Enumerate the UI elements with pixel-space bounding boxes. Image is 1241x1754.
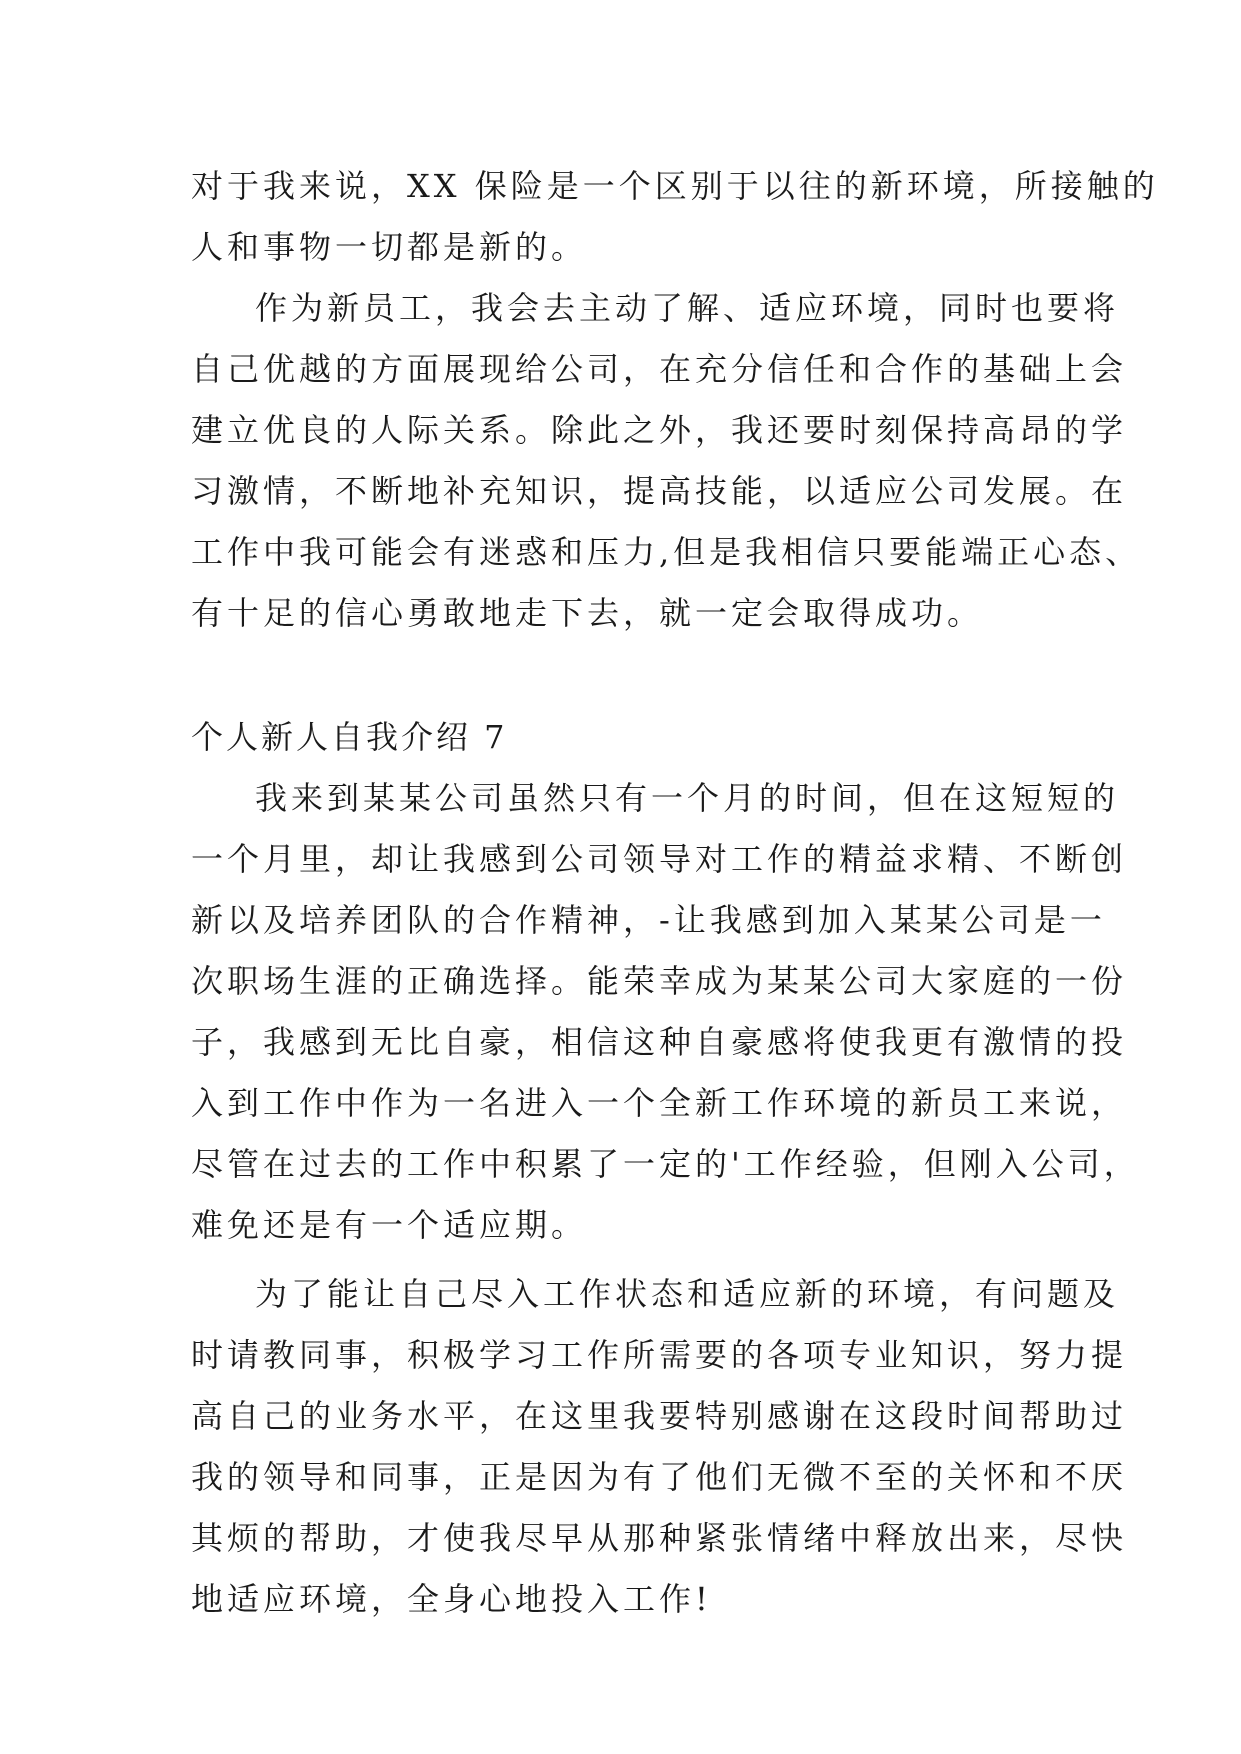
- section-heading: 个人新人自我介绍 7: [191, 718, 508, 756]
- paragraph-gap: [191, 1256, 1071, 1264]
- paragraph-4: [191, 1264, 1128, 1630]
- text-line: 难免还是有一个适应期。: [191, 1206, 588, 1244]
- text-line: 有十足的信心勇敢地走下去，就一定会取得成功。: [191, 594, 984, 632]
- text-line: 自己优越的方面展现给公司，在充分信任和合作的基础上会: [191, 350, 1128, 388]
- paragraph-2: [191, 278, 1142, 644]
- text-line: 新以及培养团队的合作精神，-让我感到加入某某公司是一: [191, 901, 1106, 939]
- text-line: 对于我来说，XX 保险是一个区别于以往的新环境，所接触的: [191, 167, 1159, 205]
- text-line: 人和事物一切都是新的。: [191, 228, 588, 266]
- text-line: 次职场生涯的正确选择。能荣幸成为某某公司大家庭的一份: [191, 962, 1128, 1000]
- text-line: 子，我感到无比自豪，相信这种自豪感将使我更有激情的投: [191, 1023, 1128, 1061]
- text-line: 习激情，不断地补充知识，提高技能，以适应公司发展。在: [191, 472, 1128, 510]
- text-line: 作为新员工，我会去主动了解、适应环境，同时也要将: [255, 289, 1120, 327]
- paragraph-1: [191, 156, 1159, 278]
- text-line: 工作中我可能会有迷惑和压力,但是我相信只要能端正心态、: [191, 533, 1142, 571]
- text-line: 时请教同事，积极学习工作所需要的各项专业知识，努力提: [191, 1336, 1128, 1374]
- document-body: [191, 156, 1159, 1630]
- text-line: 为了能让自己尽入工作状态和适应新的环境，有问题及: [255, 1275, 1120, 1313]
- text-line: 尽管在过去的工作中积累了一定的'工作经验，但刚入公司，: [191, 1145, 1140, 1183]
- text-line: 入到工作中作为一名进入一个全新工作环境的新员工来说，: [191, 1084, 1128, 1122]
- paragraph-3: [191, 768, 1140, 1256]
- text-line: 高自己的业务水平，在这里我要特别感谢在这段时间帮助过: [191, 1397, 1128, 1435]
- text-line: 其烦的帮助，才使我尽早从那种紧张情绪中释放出来，尽快: [191, 1519, 1128, 1557]
- text-line: 建立优良的人际关系。除此之外，我还要时刻保持高昂的学: [191, 411, 1128, 449]
- text-line: 我的领导和同事，正是因为有了他们无微不至的关怀和不厌: [191, 1458, 1128, 1496]
- text-line: 我来到某某公司虽然只有一个月的时间，但在这短短的: [255, 779, 1120, 817]
- text-line: 地适应环境，全身心地投入工作!: [191, 1580, 712, 1618]
- text-line: 一个月里，却让我感到公司领导对工作的精益求精、不断创: [191, 840, 1128, 878]
